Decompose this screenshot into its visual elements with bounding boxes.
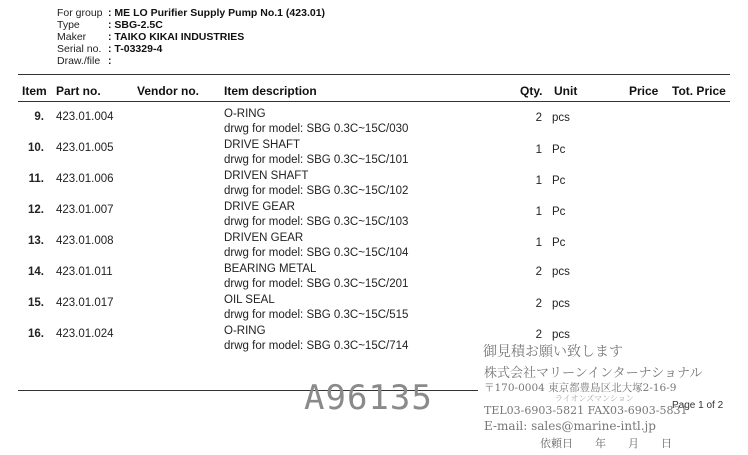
stamp-company-name: 株式会社マリーンインターナショナル [484,366,703,381]
col-item: Item [22,84,47,98]
quantity: 1 [535,144,542,156]
drawing-reference: drwg for model: SBG 0.3C~15C/104 [224,247,409,259]
col-tot-price: Tot. Price [672,84,726,98]
stamp-email: E-mail: sales@marine-intl.jp [484,419,656,433]
table-row [0,260,748,291]
stamp-request-date: 依頼日 年 月 日 [540,437,672,450]
part-number: 423.01.011 [56,266,113,278]
table-header-rule [18,101,730,102]
part-number: 423.01.006 [56,173,114,185]
table-row [0,136,748,167]
maker-label: Maker [57,31,87,43]
item-description: DRIVEN GEAR [224,232,304,244]
col-unit: Unit [554,84,578,98]
page-indicator: Page 1 of 2 [672,400,724,411]
stamp-phone-fax: TEL03-6903-5821 FAX03-6903-5831 [484,404,688,417]
unit: pcs [552,112,570,124]
quantity: 2 [535,266,542,278]
col-qty: Qty. [520,84,543,98]
table-row [0,322,748,353]
for-group-label: For group [57,7,103,19]
item-number: 9. [34,111,44,123]
col-vendor-no: Vendor no. [137,84,200,98]
part-number: 423.01.008 [56,235,114,247]
item-number: 10. [28,142,44,154]
for-group-value: : ME LO Purifier Supply Pump No.1 (423.01) [108,7,326,19]
drawfile-value: : [108,55,112,67]
drawing-reference: drwg for model: SBG 0.3C~15C/103 [224,216,409,228]
item-description: DRIVEN SHAFT [224,170,309,182]
col-description: Item description [224,84,317,98]
part-number: 423.01.004 [56,111,114,123]
item-description: BEARING METAL [224,263,317,275]
part-number: 423.01.005 [56,142,114,154]
item-description: O-RING [224,108,266,120]
serial-value: : T-03329-4 [108,43,163,55]
table-top-rule [18,74,730,75]
unit: Pc [552,175,566,187]
stamp-request-line: 御見積お願い致します [483,344,623,360]
unit: Pc [552,144,566,156]
unit: pcs [552,329,570,341]
quantity: 1 [535,206,542,218]
quantity: 1 [535,175,542,187]
item-description: O-RING [224,325,266,337]
document-code: A96135 [304,378,433,418]
serial-label: Serial no. [57,43,102,55]
drawing-reference: drwg for model: SBG 0.3C~15C/714 [224,340,409,352]
stamp-building: ライオンズマンション [555,394,634,403]
part-number: 423.01.007 [56,204,114,216]
item-description: OIL SEAL [224,294,275,306]
drawing-reference: drwg for model: SBG 0.3C~15C/515 [224,309,409,321]
unit: pcs [552,266,570,278]
item-number: 12. [28,204,44,216]
maker-value: : TAIKO KIKAI INDUSTRIES [108,31,245,43]
item-description: DRIVE GEAR [224,201,295,213]
drawing-reference: drwg for model: SBG 0.3C~15C/201 [224,278,409,290]
stamp-address: 〒170-0004 東京都豊島区北大塚2-16-9 [484,382,677,394]
drawing-reference: drwg for model: SBG 0.3C~15C/102 [224,185,409,197]
item-number: 13. [28,235,44,247]
table-row [0,198,748,229]
quantity: 2 [535,112,542,124]
item-number: 14. [28,266,44,278]
unit: pcs [552,298,570,310]
unit: Pc [552,206,566,218]
quantity: 1 [535,237,542,249]
drawing-reference: drwg for model: SBG 0.3C~15C/101 [224,154,409,166]
table-row [0,105,748,136]
item-number: 15. [28,297,44,309]
quantity: 2 [535,329,542,341]
col-price: Price [629,84,659,98]
item-description: DRIVE SHAFT [224,139,301,151]
table-row [0,291,748,322]
drawfile-label: Draw./file [57,55,101,67]
table-row [0,167,748,198]
col-part-no: Part no. [56,84,101,98]
table-row [0,229,748,260]
item-number: 16. [28,328,44,340]
type-value: : SBG-2.5C [108,19,163,31]
part-number: 423.01.024 [56,328,114,340]
type-label: Type [57,19,80,31]
item-number: 11. [28,173,44,185]
unit: Pc [552,237,566,249]
part-number: 423.01.017 [56,297,114,309]
quantity: 2 [535,298,542,310]
drawing-reference: drwg for model: SBG 0.3C~15C/030 [224,123,409,135]
